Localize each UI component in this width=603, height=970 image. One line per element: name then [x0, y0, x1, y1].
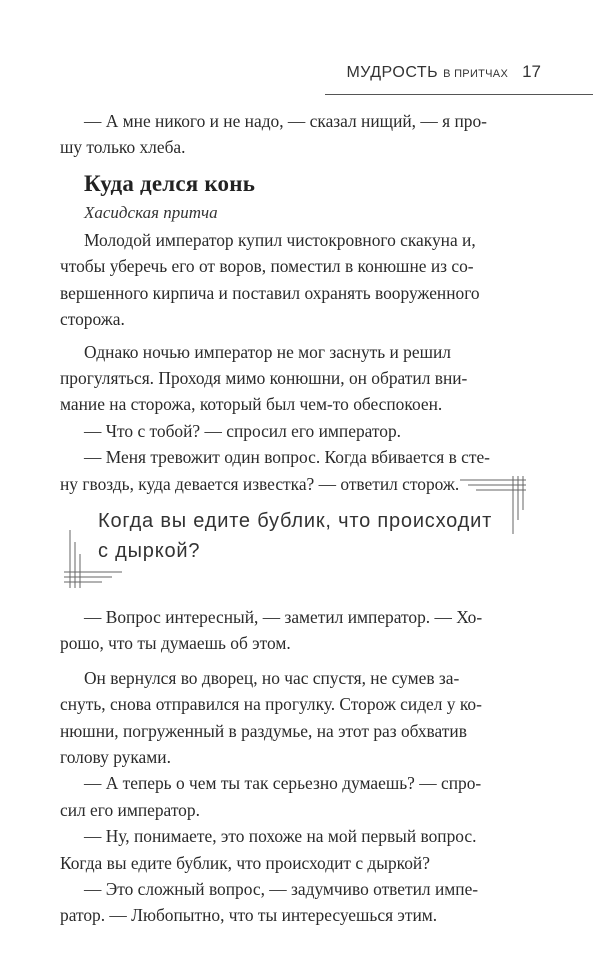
text-line: Когда вы едите бублик, что происходит с дыркой? [60, 852, 430, 873]
paragraph [60, 665, 546, 929]
text-line: с дыркой? [98, 540, 201, 562]
running-header [346, 62, 541, 92]
text-line: Он вернулся во дворец, но час спустя, не сумев за- [84, 667, 460, 688]
book-subtitle: В ПРИТЧАХ [443, 68, 509, 80]
paragraph [60, 227, 546, 333]
text-line: — Это сложный вопрос, — задумчиво ответил импе- [84, 879, 479, 900]
paragraph [60, 604, 546, 657]
story-text-bottom [60, 604, 546, 929]
paragraph [60, 339, 546, 497]
text-line: — Ну, понимаете, это похоже на мой первый вопрос. [84, 826, 477, 847]
book-title: МУДРОСТЬ [346, 64, 439, 81]
section-title: Куда делся конь [84, 171, 256, 196]
section-subtitle: Хасидская притча [84, 203, 218, 222]
text-line: вершенного кирпича и поставил охранять вооруженного [60, 282, 480, 303]
text-line: ну гвоздь, куда девается известка? — ответил сторож. [60, 473, 460, 494]
header-rule [325, 94, 593, 95]
text-line: — Что с тобой? — спросил его император. [84, 420, 402, 441]
text-line: шу только хлеба. [60, 137, 186, 158]
text-line: прогуляться. Проходя мимо конюшни, он обратил вни- [60, 368, 468, 389]
text-line: — А теперь о чем ты так серьезно думаешь? — спро- [84, 773, 482, 794]
text-line: сторожа. [60, 309, 125, 330]
text-line: Когда вы едите бублик, что происходит [98, 510, 493, 532]
text-line: Однако ночью император не мог заснуть и решил [84, 341, 451, 362]
intro-paragraph [60, 108, 546, 161]
text-line: нюшни, погруженный в раздумье, на этот раз обхватив [60, 720, 467, 741]
text-line: голову руками. [60, 747, 171, 768]
text-line: — Меня тревожит один вопрос. Когда вбивается в сте- [84, 447, 490, 468]
text-line: — Вопрос интересный, — заметил император. — Хо- [84, 607, 483, 627]
text-line: ратор. — Любопытно, что ты интересуешься этим. [60, 905, 438, 926]
page-number: 17 [522, 62, 541, 81]
text-line: рошо, что ты думаешь об этом. [60, 633, 291, 654]
text-line: чтобы уберечь его от воров, поместил в конюшне из со- [60, 256, 474, 277]
text-line: снуть, снова отправился на прогулку. Сторож сидел у ко- [60, 694, 482, 715]
pull-quote-text [98, 506, 518, 566]
text-line: Молодой император купил чистокровного скакуна и, [84, 230, 476, 250]
text-line: — А мне никого и не надо, — сказал нищий, — я про- [84, 111, 487, 131]
text-line: сил его император. [60, 799, 200, 820]
story-text-top [60, 227, 546, 497]
paragraph [60, 108, 546, 161]
pull-quote [60, 476, 530, 588]
text-line: мание на сторожа, который был чем-то обеспокоен. [60, 394, 443, 415]
